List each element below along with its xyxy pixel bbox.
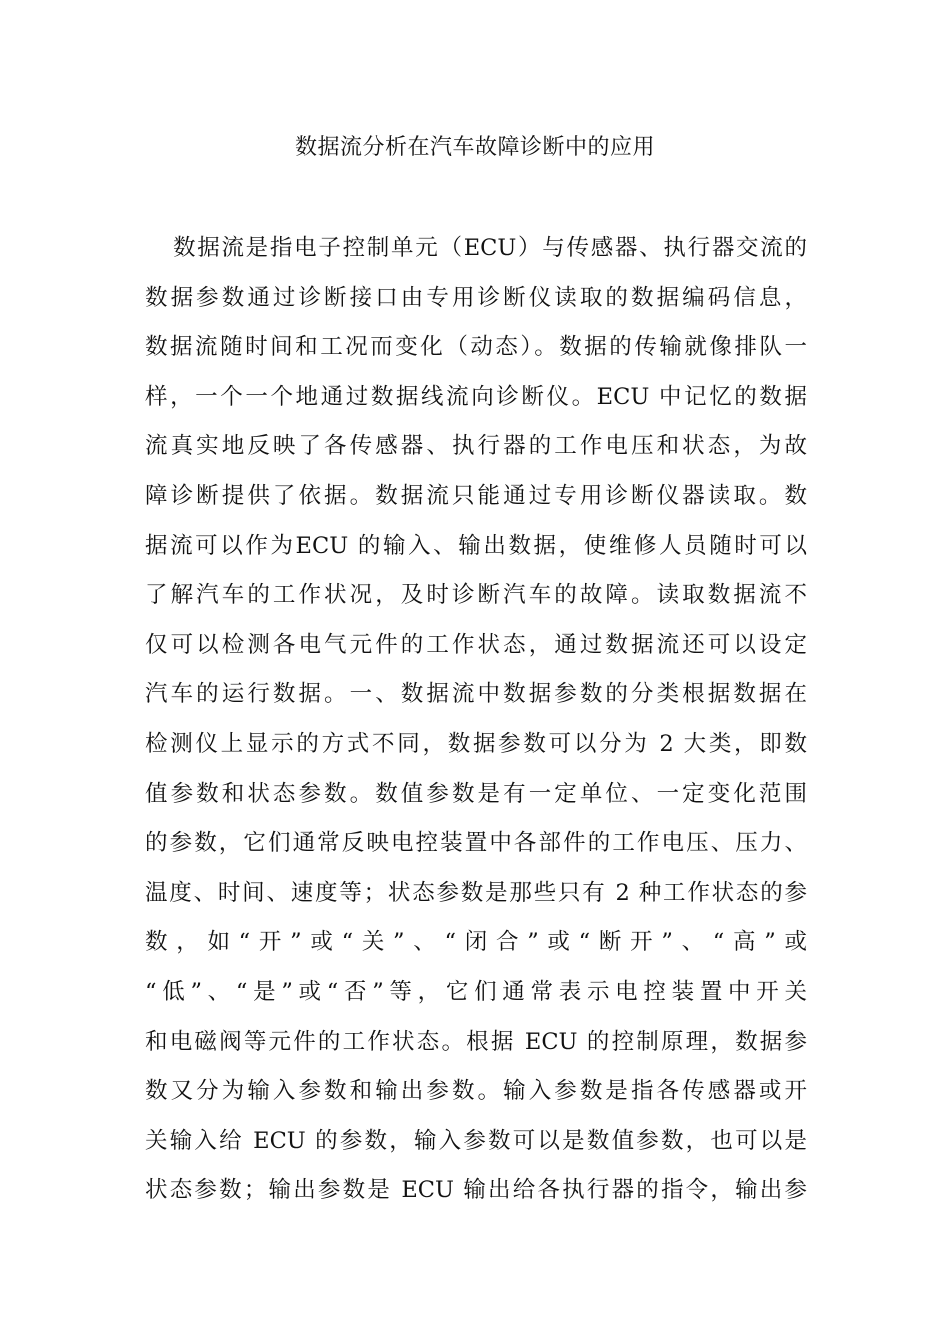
body-line-7: 据流可以作为ECU 的输入、输出数据，使维修人员随时可以: [145, 532, 807, 559]
body-line-10: 汽车的运行数据。一、数据流中数据参数的分类根据数据在: [145, 681, 807, 708]
document-body: [145, 232, 807, 1224]
body-line-5: 流真实地反映了各传感器、执行器的工作电压和状态，为故: [145, 433, 807, 460]
body-line-6: 障诊断提供了依据。数据流只能通过专用诊断仪器读取。数: [145, 482, 807, 509]
body-line-14: 温度、时间、速度等；状态参数是那些只有 2 种工作状态的参: [145, 879, 807, 906]
body-line-3: 数据流随时间和工况而变化（动态）。数据的传输就像排队一: [145, 334, 807, 361]
body-line-12: 值参数和状态参数。数值参数是有一定单位、一定变化范围: [145, 780, 807, 807]
body-line-11: 检测仪上显示的方式不同，数据参数可以分为 2 大类，即数: [145, 730, 807, 757]
body-line-17: 和电磁阀等元件的工作状态。根据 ECU 的控制原理，数据参: [145, 1028, 807, 1055]
body-line-4: 样，一个一个地通过数据线流向诊断仪。ECU 中记忆的数据: [145, 383, 807, 410]
body-line-13: 的参数，它们通常反映电控装置中各部件的工作电压、压力、: [145, 830, 807, 857]
body-line-19: 关输入给 ECU 的参数，输入参数可以是数值参数，也可以是: [145, 1127, 807, 1154]
body-line-9: 仅可以检测各电气元件的工作状态，通过数据流还可以设定: [145, 631, 807, 658]
body-line-2: 数据参数通过诊断接口由专用诊断仪读取的数据编码信息，: [145, 284, 807, 311]
body-line-15: 数，如“开”或“关”、“闭合”或“断开”、“高”或: [145, 929, 807, 956]
body-line-16: “低”、“是”或“否”等，它们通常表示电控装置中开关: [145, 978, 807, 1005]
body-line-1: 数据流是指电子控制单元（ECU）与传感器、执行器交流的: [173, 235, 807, 261]
body-line-20: 状态参数；输出参数是 ECU 输出给各执行器的指令，输出参: [145, 1177, 807, 1204]
body-line-8: 了解汽车的工作状况，及时诊断汽车的故障。读取数据流不: [145, 582, 807, 609]
document-title: 数据流分析在汽车故障诊断中的应用: [294, 135, 655, 160]
body-line-18: 数又分为输入参数和输出参数。输入参数是指各传感器或开: [145, 1078, 807, 1105]
